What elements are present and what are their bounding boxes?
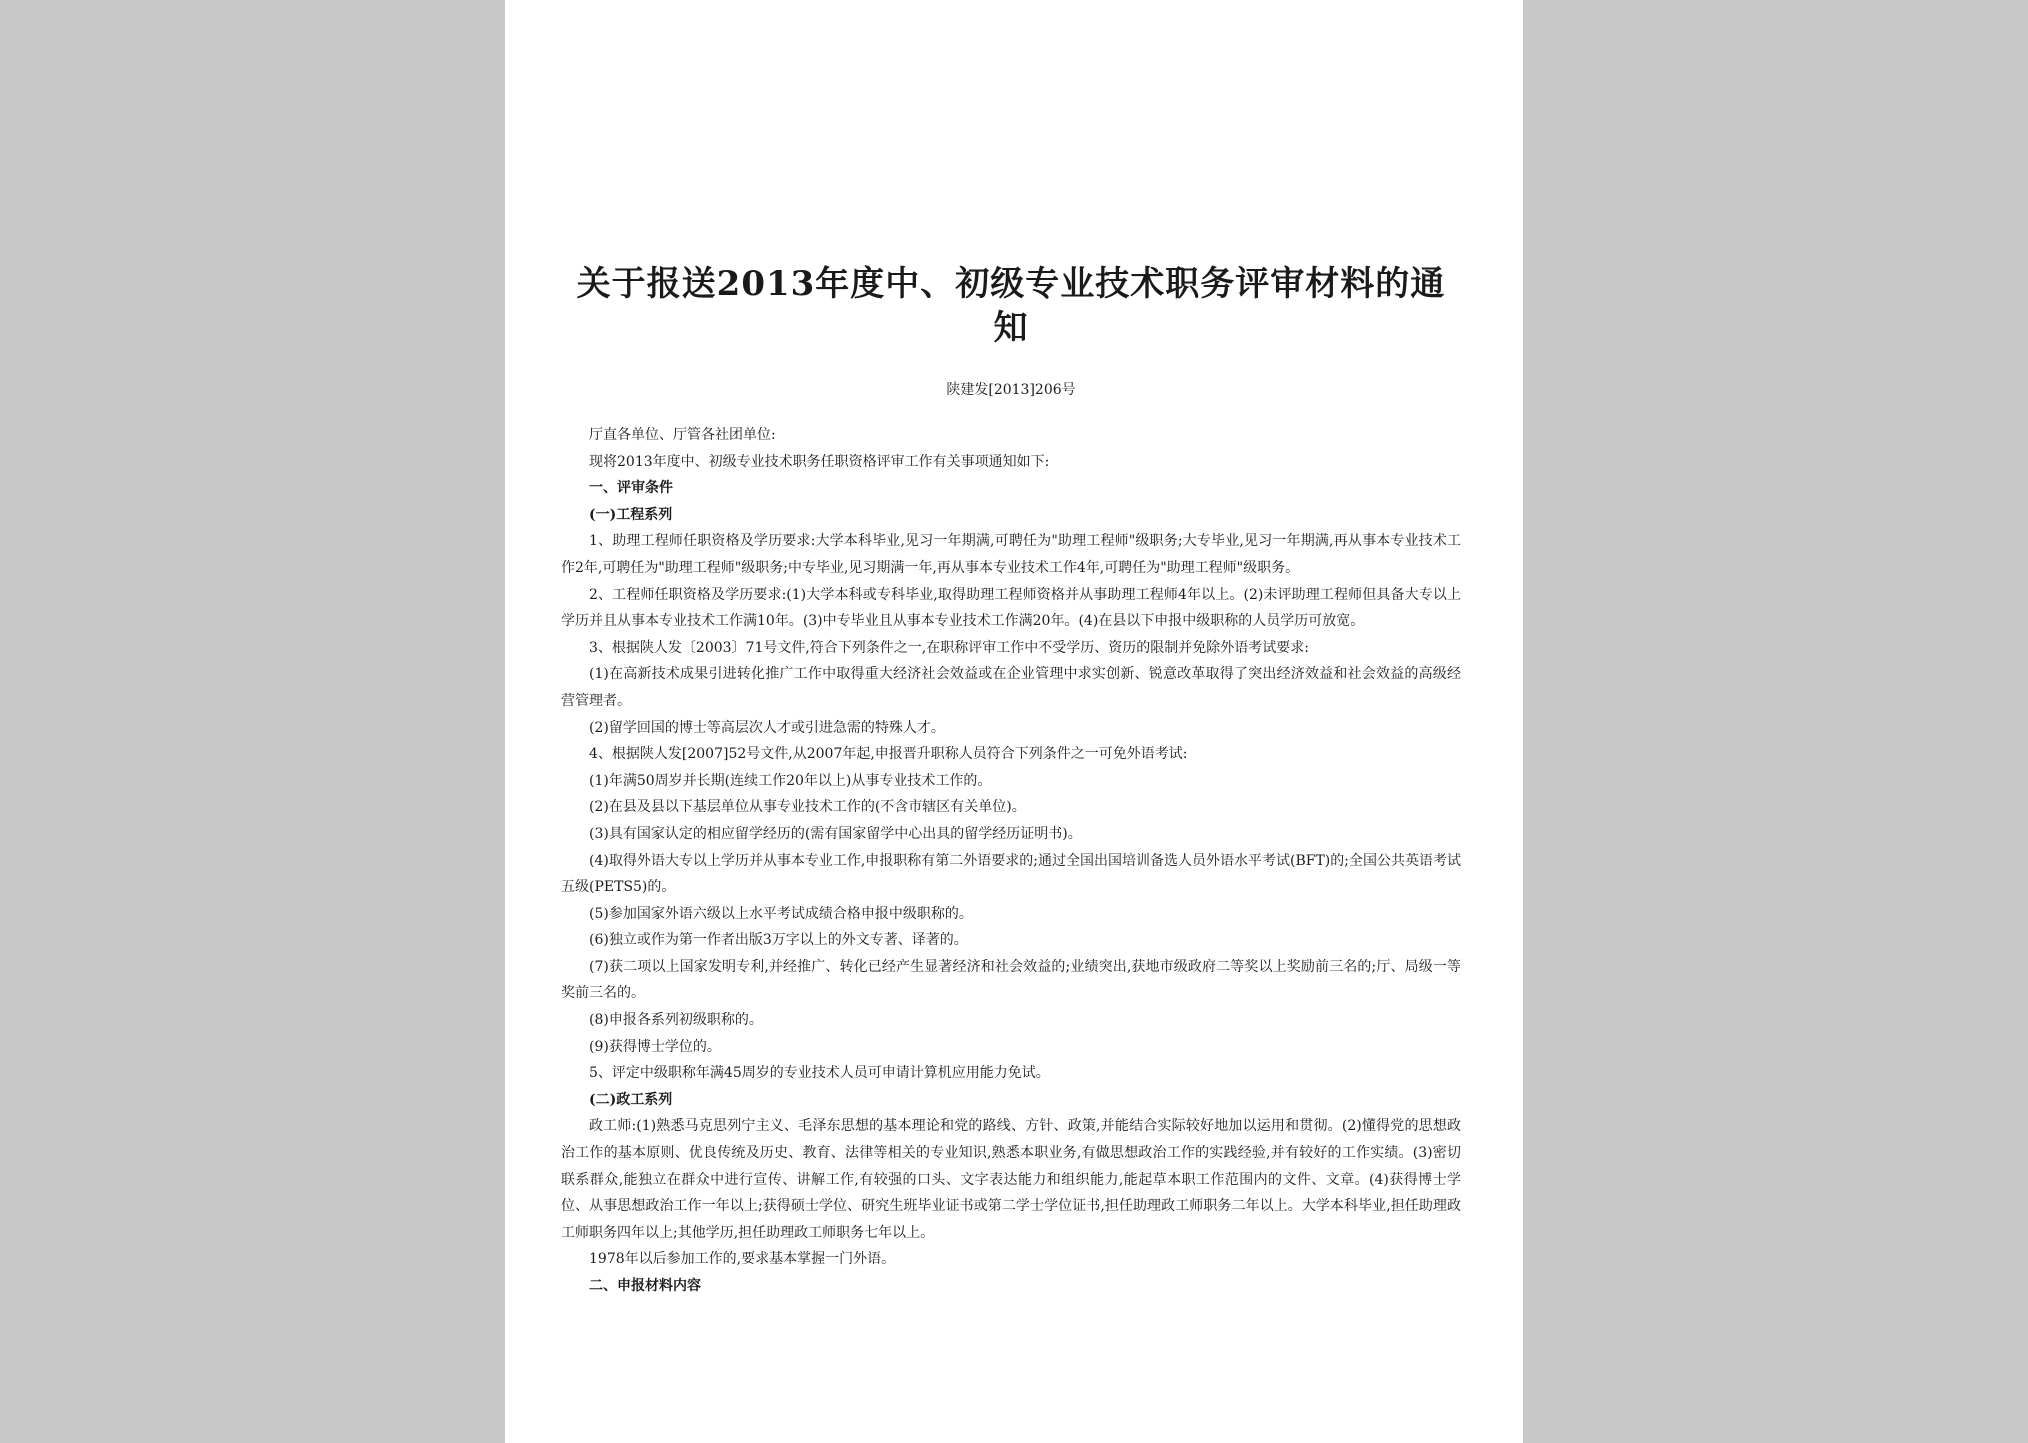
paragraph: 4、根据陕人发[2007]52号文件,从2007年起,申报晋升职称人员符合下列条件之一可免外语考试: bbox=[589, 746, 1188, 763]
section-heading-materials: 二、申报材料内容 bbox=[589, 1278, 701, 1294]
salutation: 厅直各单位、厅管各社团单位: bbox=[589, 427, 776, 443]
section-heading-criteria: 一、评审条件 bbox=[589, 480, 673, 497]
paragraph: (7)获二项以上国家发明专利,并经推广、转化已经产生显著经济和社会效益的;业绩突出,获地市级政府二等奖以上奖励前三名的;厅、局级一等奖前三名的。 bbox=[561, 958, 1461, 1002]
paragraph: 1978年以后参加工作的,要求基本掌握一门外语。 bbox=[589, 1251, 896, 1268]
paragraph: 3、根据陕人发〔2003〕71号文件,符合下列条件之一,在职称评审工作中不受学历、资历的限制并免除外语考试要求: bbox=[589, 639, 1309, 656]
paragraph: (3)具有国家认定的相应留学经历的(需有国家留学中心出具的留学经历证明书)。 bbox=[589, 825, 1082, 842]
document-body bbox=[561, 422, 1461, 1300]
paragraph: (2)在县及县以下基层单位从事专业技术工作的(不含市辖区有关单位)。 bbox=[589, 799, 1026, 816]
paragraph: (4)取得外语大专以上学历并从事本专业工作,申报职称有第二外语要求的;通过全国出国培训备选人员外语水平考试(BFT)的;全国公共英语考试五级(PETS5)的。 bbox=[561, 852, 1461, 896]
paragraph: (2)留学回国的博士等高层次人才或引进急需的特殊人才。 bbox=[589, 719, 945, 736]
paragraph: 政工师:(1)熟悉马克思列宁主义、毛泽东思想的基本理论和党的路线、方针、政策,并能结合实际较好地加以运用和贯彻。(2)懂得党的思想政治工作的基本原则、优良传统及历史、教育、法律等相关的专业知识,熟悉本职业务,有做思想政治工作的实践经验,并有较好的工作实绩。(3)密切联系群众,能独立在群众中进行宣传、讲解工作,有较强的口头、文字表达能力和组织能力,能起草本职工作范围内的文件、文章。(4)获得博士学位、从事思想政治工作一年以上;获得硕士学位、研究生班毕业证书或第二学士学位证书,担任助理政工师职务二年以上。大学本科毕业,担任助理政工师职务四年以上;其他学历,担任助理政工师职务七年以上。 bbox=[561, 1118, 1461, 1241]
paragraph: 5、评定中级职称年满45周岁的专业技术人员可申请计算机应用能力免试。 bbox=[589, 1065, 1050, 1082]
intro-paragraph: 现将2013年度中、初级专业技术职务任职资格评审工作有关事项通知如下: bbox=[589, 453, 1050, 470]
document-content bbox=[561, 262, 1461, 1300]
paragraph: (9)获得博士学位的。 bbox=[589, 1038, 721, 1055]
document-title: 关于报送2013年度中、初级专业技术职务评审材料的通知 bbox=[576, 264, 1446, 348]
subsection-heading-engineering: (一)工程系列 bbox=[589, 506, 673, 523]
paragraph: (1)年满50周岁并长期(连续工作20年以上)从事专业技术工作的。 bbox=[589, 772, 992, 789]
paragraph: 2、工程师任职资格及学历要求:(1)大学本科或专科毕业,取得助理工程师资格并从事助理工程师4年以上。(2)未评助理工程师但具备大专以上学历并且从事本专业技术工作满10年。(3)中专毕业且从事本专业技术工作满20年。(4)在县以下申报中级职称的人员学历可放宽。 bbox=[561, 586, 1461, 630]
paragraph: (6)独立或作为第一作者出版3万字以上的外文专著、译著的。 bbox=[589, 932, 968, 949]
document-number: 陕建发[2013]206号 bbox=[946, 382, 1076, 398]
subsection-heading-political: (二)政工系列 bbox=[589, 1091, 673, 1108]
paragraph: 1、助理工程师任职资格及学历要求:大学本科毕业,见习一年期满,可聘任为"助理工程师"级职务;大专毕业,见习一年期满,再从事本专业技术工作2年,可聘任为"助理工程师"级职务;中专毕业,见习期满一年,再从事本专业技术工作4年,可聘任为"助理工程师"级职务。 bbox=[561, 533, 1461, 576]
paragraph: (1)在高新技术成果引进转化推广工作中取得重大经济社会效益或在企业管理中求实创新、锐意改革取得了突出经济效益和社会效益的高级经营管理者。 bbox=[561, 666, 1461, 709]
document-page bbox=[505, 0, 1523, 1443]
paragraph: (8)申报各系列初级职称的。 bbox=[589, 1012, 763, 1029]
paragraph: (5)参加国家外语六级以上水平考试成绩合格申报中级职称的。 bbox=[589, 905, 973, 922]
